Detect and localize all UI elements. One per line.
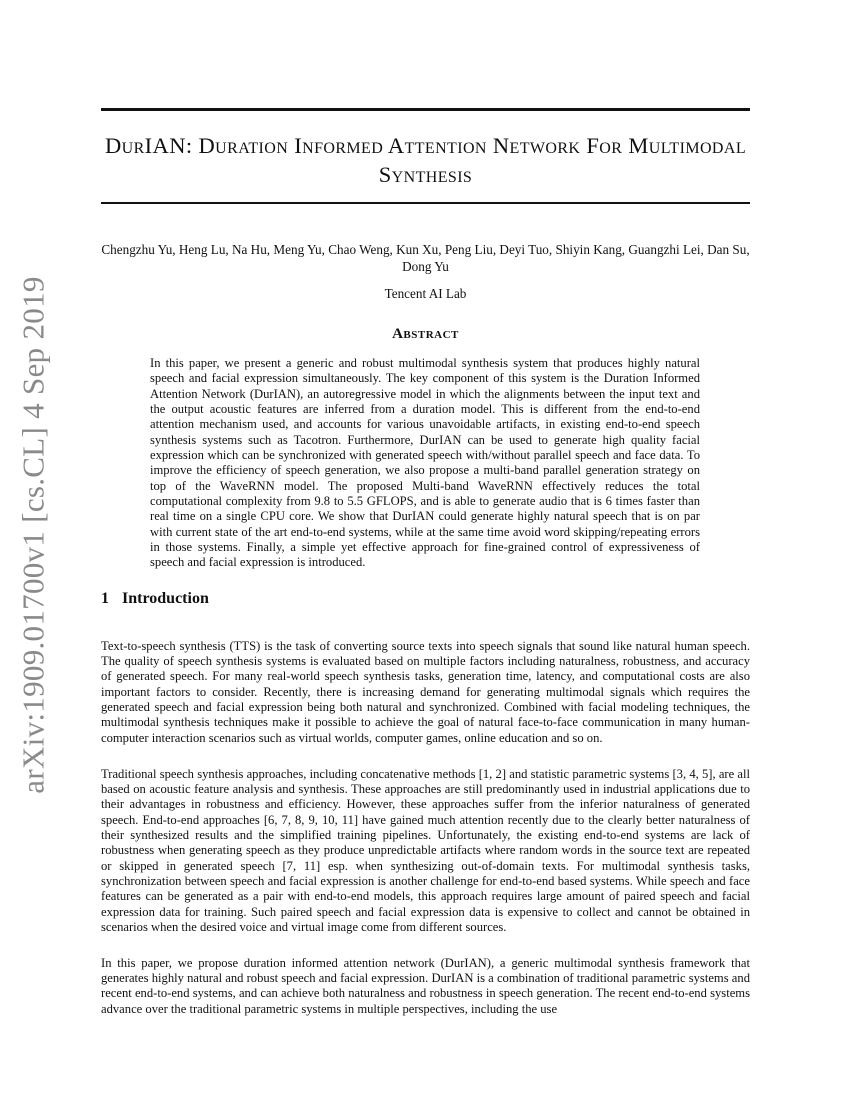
affiliation: Tencent AI Lab (384, 286, 467, 301)
title-rule-bottom (101, 202, 750, 204)
section-heading (101, 590, 750, 608)
abstract-body: In this paper, we present a generic and robust multimodal synthesis system that produces highly natural speech and facial expression simultaneously. The key component of this system is the Duration Informed Attention Network (DurIAN), an autoregressive model in which the alignments between the input text and the output acoustic features are inferred from a duration model. This is different from the end-to-end attention mechanism used, and accounts for various unavoidable artifacts, in existing end-to-end speech synthesis systems such as Tacotron. Furthermore, DurIAN can be used to generate high quality facial expression which can be synchronized with generated speech with/without parallel speech and face data. To improve the efficiency of speech generation, we also propose a multi-band parallel generation strategy on top of the WaveRNN model. The proposed Multi-band WaveRNN effectively reduces the total computational complexity from 9.8 to 5.5 GFLOPS, and is able to generate audio that is 6 times faster than real time on a single CPU core. We show that DurIAN could generate highly natural speech that is on par with current state of the art end-to-end systems, while at the same time avoid word skipping/repeating errors in those systems. Finally, a simple yet effective approach for fine-grained control of expressiveness of speech and facial expression is introduced. (150, 356, 700, 570)
body-paragraph: In this paper, we propose duration informed attention network (DurIAN), a generic multimodal synthesis framework that generates highly natural and robust speech and facial expression. DurIAN is a combination of traditional parametric systems and recent end-to-end systems, and can achieve both naturalness and robustness in speech generation. The recent end-to-end systems advance over the traditional parametric systems in multiple perspectives, including the use (101, 955, 750, 1016)
body-paragraph: Text-to-speech synthesis (TTS) is the task of converting source texts into speech signals that sound like natural human speech. The quality of speech synthesis systems is evaluated based on multiple factors including naturalness, robustness, and accuracy of generated speech. For many real-world speech synthesis tasks, generation time, latency, and computational costs are also important factors to consider. Recently, there is increasing demand for generating multimodal signals which requires the generated speech and facial expression being both natural and synchronized. Combined with facial modeling techniques, the multimodal synthesis techniques make it possible to achieve the goal of natural face-to-face communication in many human-computer interaction scenarios such as virtual worlds, computer games, online education and so on. (101, 638, 750, 745)
arxiv-stamp (12, 276, 56, 794)
arxiv-stamp-text: arXiv:1909.01700v1 [cs.CL] 4 Sep 2019 (16, 276, 52, 794)
paper-title: DurIAN: Duration Informed Attention Network For Multimodal Synthesis (104, 133, 746, 187)
title-rule-top (101, 108, 750, 111)
section-number: 1 (101, 590, 109, 607)
section-title: Introduction (122, 590, 209, 607)
body-paragraph: Traditional speech synthesis approaches, including concatenative methods [1, 2] and statistic parametric systems [3, 4, 5], are all based on acoustic feature analysis and synthesis. These approaches are still predominantly used in industrial applications due to their advantages in robustness and efficiency. However, these approaches suffer from the inferior naturalness of generated speech. End-to-end approaches [6, 7, 8, 9, 10, 11] have gained much attention recently due to the clearly better naturalness of their synthesized results and the simplified training pipelines. Unfortunately, the existing end-to-end systems are lack of robustness when generating speech as they produce unpredictable artifacts where random words in the source text are repeated or skipped in generated speech [7, 11] esp. when synthesizing out-of-domain texts. For multimodal synthesis tasks, synchronization between speech and facial expression is another challenge for end-to-end based systems. While speech and face features can be generated as a pair with end-to-end models, this approach requires large amount of paired speech and facial expression data for training. Such paired speech and facial expression data is expensive to collect and cannot be obtained in scenarios when the desired voice and virtual image come from different sources. (101, 766, 750, 935)
abstract-heading: Abstract (392, 326, 459, 342)
author-list: Chengzhu Yu, Heng Lu, Na Hu, Meng Yu, Chao Weng, Kun Xu, Peng Liu, Deyi Tuo, Shiyin Kang, Guangzhi Lei, Dan Su, Dong Yu (101, 242, 750, 274)
